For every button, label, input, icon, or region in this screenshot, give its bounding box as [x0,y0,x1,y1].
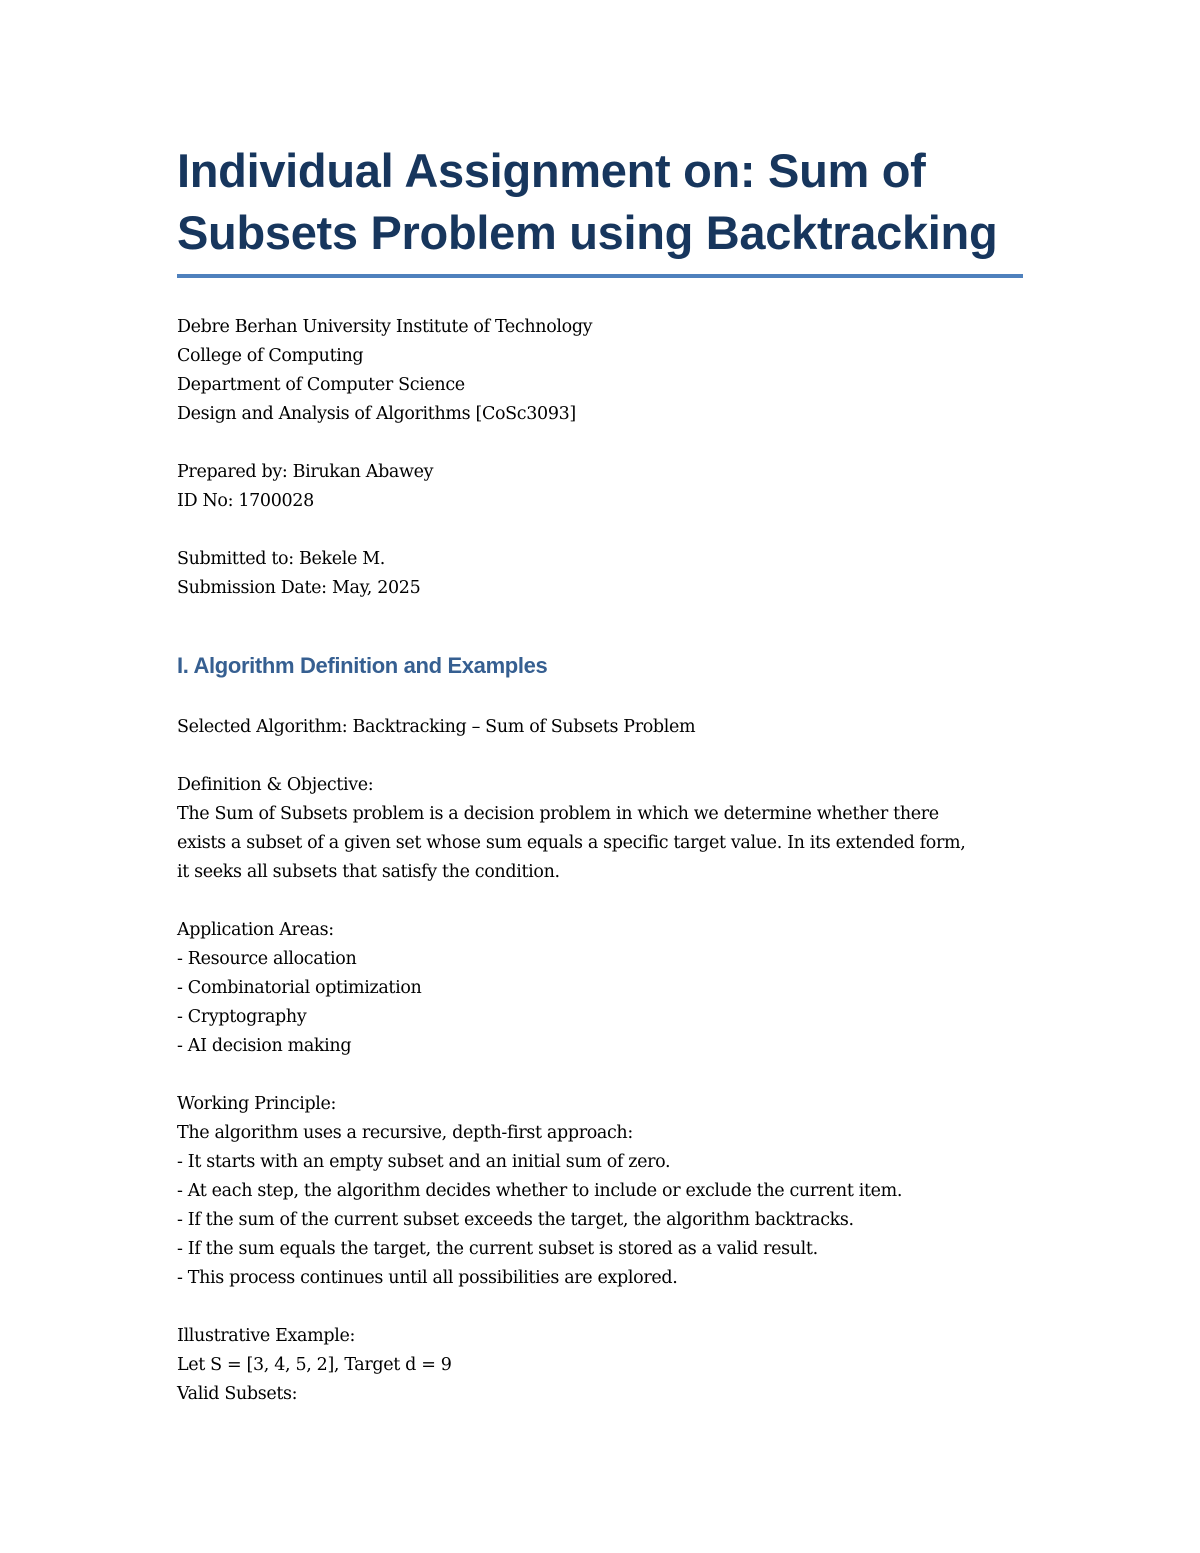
definition-label: Definition & Objective: [177,775,374,795]
document-title [177,140,1023,278]
principle-item: - If the sum equals the target, the current subset is stored as a valid result. [177,1239,818,1259]
document-page [177,140,1027,1409]
institution-line: Debre Berhan University Institute of Technology [177,317,593,337]
institution-line: College of Computing [177,346,364,366]
principle-item: - If the sum of the current subset exceeds the target, the algorithm backtracks. [177,1210,854,1230]
definition-line: it seeks all subsets that satisfy the condition. [177,862,560,882]
example-line: Valid Subsets: [177,1384,298,1404]
application-item: - Resource allocation [177,949,357,969]
prepared-block [177,458,1027,516]
selected-algorithm-block [177,713,1027,742]
submitted-to: Submitted to: Bekele M. [177,549,385,569]
application-label: Application Areas: [177,920,334,940]
definition-line: exists a subset of a given set whose sum equals a specific target value. In its extended form, [177,833,966,853]
principle-item: - It starts with an empty subset and an initial sum of zero. [177,1152,671,1172]
application-item: - AI decision making [177,1036,352,1056]
institution-line: Design and Analysis of Algorithms [CoSc3093] [177,404,576,424]
principle-intro: The algorithm uses a recursive, depth-first approach: [177,1123,633,1143]
application-block [177,916,1027,1061]
example-block [177,1322,1027,1409]
title-line-2: Subsets Problem using Backtracking [177,206,998,259]
student-id: ID No: 1700028 [177,491,314,511]
institution-block [177,313,1027,429]
principle-label: Working Principle: [177,1094,337,1114]
principle-item: - At each step, the algorithm decides whether to include or exclude the current item. [177,1181,903,1201]
application-item: - Combinatorial optimization [177,978,422,998]
institution-line: Department of Computer Science [177,375,465,395]
section-heading: I. Algorithm Definition and Examples [177,653,548,678]
example-line: Let S = [3, 4, 5, 2], Target d = 9 [177,1355,452,1375]
prepared-by: Prepared by: Birukan Abawey [177,462,434,482]
submission-block [177,545,1027,603]
principle-item: - This process continues until all possibilities are explored. [177,1268,678,1288]
example-label: Illustrative Example: [177,1326,355,1346]
principle-block [177,1090,1027,1293]
definition-line: The Sum of Subsets problem is a decision problem in which we determine whether there [177,804,939,824]
application-item: - Cryptography [177,1007,307,1027]
title-line-1: Individual Assignment on: Sum of [177,144,926,197]
definition-block [177,771,1027,887]
submission-date: Submission Date: May, 2025 [177,578,421,598]
selected-algorithm: Selected Algorithm: Backtracking – Sum of Subsets Problem [177,717,696,737]
